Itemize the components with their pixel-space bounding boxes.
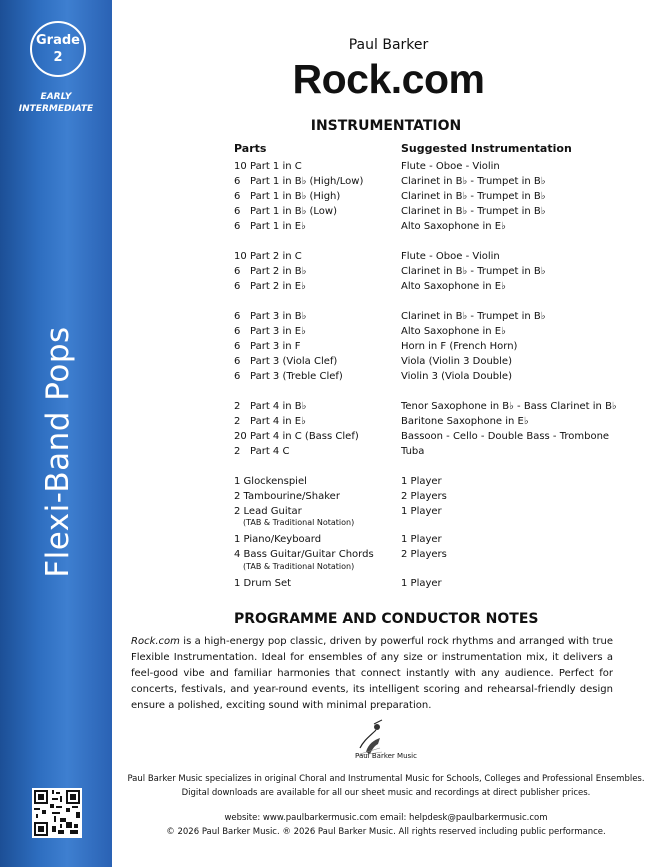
footer-about: Paul Barker Music specializes in original Choral and Instrumental Music for Schools, Colleges and Professional Ensembles. Digital downloads are available for all our sheet music and recordings at direct publisher prices. xyxy=(127,774,645,798)
part-count: 2 xyxy=(234,401,241,412)
suggested-instrumentation: Baritone Saxophone in E♭ xyxy=(401,416,529,427)
rhythm-part: 2 Tambourine/Shaker xyxy=(234,491,340,502)
part-count: 2 xyxy=(234,446,241,457)
part-name: Part 4 in B♭ xyxy=(250,401,307,412)
part-count: 6 xyxy=(234,311,241,322)
suggested-instrumentation: Viola (Violin 3 Double) xyxy=(401,356,512,367)
rhythm-part-note: (TAB & Traditional Notation) xyxy=(243,562,355,571)
part-row xyxy=(234,280,306,293)
parts-column-header: Parts xyxy=(234,142,267,155)
rhythm-part-note: (TAB & Traditional Notation) xyxy=(243,518,355,527)
part-row xyxy=(234,370,343,383)
part-count: 6 xyxy=(234,206,241,217)
part-count: 6 xyxy=(234,371,241,382)
notes-body xyxy=(131,634,613,714)
part-name: Part 1 in E♭ xyxy=(250,221,306,232)
level-line-1: EARLY xyxy=(40,92,72,102)
part-name: Part 4 in E♭ xyxy=(250,416,306,427)
part-name: Part 3 (Treble Clef) xyxy=(250,371,343,382)
instrumentation-heading: INSTRUMENTATION xyxy=(310,118,462,134)
grade-number: 2 xyxy=(53,50,63,65)
part-name: Part 1 in B♭ (High/Low) xyxy=(250,176,364,187)
qr-code-icon xyxy=(32,788,82,838)
part-count: 6 xyxy=(234,266,241,277)
part-name: Part 3 in F xyxy=(250,341,301,352)
notes-title-italic: Rock.com xyxy=(131,636,180,647)
player-count: 1 Player xyxy=(401,476,442,487)
rhythm-part: 1 Piano/Keyboard xyxy=(234,534,322,545)
part-row xyxy=(234,175,363,188)
player-count: 1 Player xyxy=(401,534,442,545)
part-name: Part 4 C xyxy=(250,446,290,457)
part-name: Part 1 in B♭ (High) xyxy=(250,191,341,202)
part-name: Part 3 in B♭ xyxy=(250,311,307,322)
sidebar xyxy=(0,0,112,867)
part-count: 6 xyxy=(234,341,241,352)
part-count: 6 xyxy=(234,176,241,187)
part-count: 20 xyxy=(234,431,247,442)
suggested-instrumentation: Tuba xyxy=(401,446,425,457)
rhythm-part: 4 Bass Guitar/Guitar Chords xyxy=(234,549,374,560)
suggested-instrumentation: Violin 3 (Viola Double) xyxy=(401,371,512,382)
part-count: 6 xyxy=(234,281,241,292)
suggested-instrumentation: Clarinet in B♭ - Trumpet in B♭ xyxy=(401,311,546,322)
part-name: Part 3 (Viola Clef) xyxy=(250,356,338,367)
suggested-instrumentation: Clarinet in B♭ - Trumpet in B♭ xyxy=(401,266,546,277)
part-name: Part 1 in C xyxy=(250,161,302,172)
part-row xyxy=(234,445,289,458)
part-row xyxy=(234,340,301,353)
series-title: Flexi-Band Pops xyxy=(40,326,76,578)
part-count: 10 xyxy=(234,251,247,262)
player-count: 2 Players xyxy=(401,549,447,560)
suggested-instrumentation: Clarinet in B♭ - Trumpet in B♭ xyxy=(401,176,546,187)
footer-copyright: © 2026 Paul Barker Music. ® 2026 Paul Barker Music. All rights reserved including public performance. xyxy=(166,827,606,837)
suggested-instrumentation: Alto Saxophone in E♭ xyxy=(401,281,506,292)
suggested-instrumentation: Tenor Saxophone in B♭ - Bass Clarinet in B♭ xyxy=(401,401,617,412)
suggested-instrumentation: Clarinet in B♭ - Trumpet in B♭ xyxy=(401,191,546,202)
player-count: 1 Player xyxy=(401,506,442,517)
part-name: Part 2 in B♭ xyxy=(250,266,307,277)
piece-title: Rock.com xyxy=(292,56,485,102)
part-row xyxy=(234,265,306,278)
part-count: 6 xyxy=(234,221,241,232)
part-count: 6 xyxy=(234,326,241,337)
part-row xyxy=(234,430,359,443)
grade-label: Grade xyxy=(36,33,80,48)
part-count: 2 xyxy=(234,416,241,427)
part-row xyxy=(234,190,340,203)
part-row xyxy=(234,310,306,323)
part-row xyxy=(234,325,306,338)
part-row xyxy=(234,355,337,368)
suggested-instrumentation: Bassoon - Cello - Double Bass - Trombone xyxy=(401,431,610,442)
player-count: 1 Player xyxy=(401,578,442,589)
suggested-instrumentation: Alto Saxophone in E♭ xyxy=(401,221,506,232)
part-name: Part 2 in C xyxy=(250,251,302,262)
suggested-instrumentation: Clarinet in B♭ - Trumpet in B♭ xyxy=(401,206,546,217)
notes-heading: PROGRAMME AND CONDUCTOR NOTES xyxy=(234,611,539,627)
part-row xyxy=(234,400,306,413)
part-name: Part 4 in C (Bass Clef) xyxy=(250,431,359,442)
level-line-2: INTERMEDIATE xyxy=(18,104,94,114)
part-row xyxy=(234,220,306,233)
rhythm-part: 1 Drum Set xyxy=(234,578,292,589)
rhythm-part: 2 Lead Guitar xyxy=(234,506,302,517)
part-name: Part 1 in B♭ (Low) xyxy=(250,206,338,217)
rhythm-part: 1 Glockenspiel xyxy=(234,476,307,487)
footer-contact: website: www.paulbarkermusic.com email: helpdesk@paulbarkermusic.com xyxy=(224,813,548,823)
player-count: 2 Players xyxy=(401,491,447,502)
part-row xyxy=(234,205,337,218)
suggested-instrumentation: Flute - Oboe - Violin xyxy=(401,161,500,172)
part-name: Part 2 in E♭ xyxy=(250,281,306,292)
suggested-instrumentation: Horn in F (French Horn) xyxy=(401,341,518,352)
grade-badge xyxy=(30,21,86,77)
part-count: 10 xyxy=(234,161,247,172)
part-count: 6 xyxy=(234,356,241,367)
part-row xyxy=(234,415,306,428)
part-name: Part 3 in E♭ xyxy=(250,326,306,337)
suggested-instrumentation: Flute - Oboe - Violin xyxy=(401,251,500,262)
instrumentation-column-header: Suggested Instrumentation xyxy=(401,142,572,155)
part-row xyxy=(234,250,302,263)
notes-text: is a high-energy pop classic, driven by powerful rock rhythms and arranged with true Flexible Instrumentation. Ideal for ensembles of any size or instrumentation mix, it delivers a feel-good vibe and familiar harmonies that connect instantly with any audience. Perfect for concerts, festivals, and year-round events, its intelligent scoring and rehearsal-friendly design ensure a polished, exciting sound with minimal preparation. xyxy=(131,636,613,711)
composer-name: Paul Barker xyxy=(348,37,429,53)
logo-text: Paul Barker Music xyxy=(355,752,417,760)
suggested-instrumentation: Alto Saxophone in E♭ xyxy=(401,326,506,337)
conductor-logo-icon xyxy=(330,718,410,768)
part-count: 6 xyxy=(234,191,241,202)
part-row xyxy=(234,160,302,173)
